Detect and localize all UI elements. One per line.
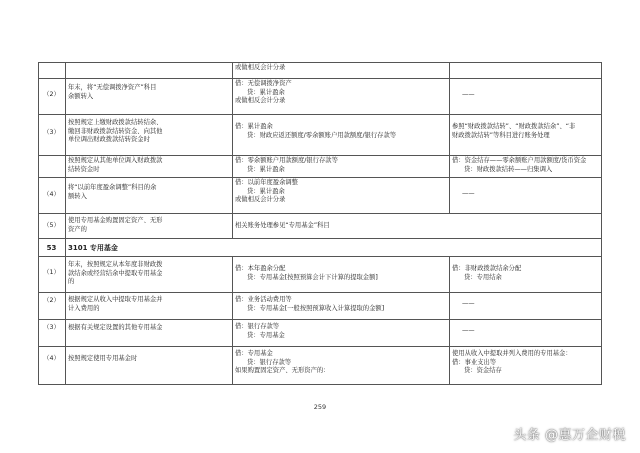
row-number: （3） bbox=[43, 129, 60, 136]
row-description: 年末，将“无偿调拨净资产”科目 余额转入 bbox=[68, 84, 157, 100]
row-number: （5） bbox=[43, 222, 60, 229]
financial-entry: 借：本年盈余分配 贷：专用基金[按照预算会计下计算的提取金额] bbox=[235, 265, 378, 281]
budget-entry: 借：非财政拨款结余分配 贷：专用结余 bbox=[452, 265, 522, 281]
row-description: 根据有关规定设置的其他专用基金 bbox=[68, 324, 163, 331]
row-description: 按照规定从其他单位调入财政拨款 结转资金时 bbox=[68, 157, 163, 173]
row-number bbox=[38, 63, 65, 79]
row-number: （4） bbox=[43, 355, 60, 362]
financial-entry: 借：零余额账户用款额度/银行存款等 贷：累计盈余 bbox=[235, 157, 338, 173]
budget-entry: 使用从收入中提取并列入费用的专用基金： 借：事业支出等 贷：资金结存 bbox=[452, 350, 572, 375]
row-number: （3） bbox=[43, 324, 60, 331]
budget-entry: —— bbox=[462, 327, 475, 334]
budget-entry: —— bbox=[462, 91, 475, 98]
budget-entry bbox=[449, 63, 602, 79]
watermark: 头条 @惠万企财税 bbox=[513, 428, 626, 443]
row-number: （4） bbox=[43, 191, 60, 198]
row-number: （2） bbox=[43, 297, 60, 304]
budget-entry: —— bbox=[462, 190, 475, 197]
table-row bbox=[38, 62, 602, 79]
table-row bbox=[38, 114, 602, 156]
financial-entry: 借：无偿调拨净资产 贷：累计盈余 或做相反会计分录 bbox=[235, 80, 292, 105]
financial-entry: 借：累计盈余 贷：财政应返还额度/零余额账户用款额度/银行存款等 bbox=[235, 123, 397, 139]
financial-entry: 或做相反会计分录 bbox=[235, 64, 286, 71]
budget-entry: 参照“财政拨款结转”、“财政拨款结余”、“非 财政拨款结转”等科目进行账务处理 bbox=[452, 123, 576, 139]
budget-entry: 借：资金结存——零余额账户用款额度/货币资金 贷：财政拨款结转——归集调入 bbox=[452, 157, 587, 173]
row-description bbox=[65, 63, 232, 79]
table-row bbox=[38, 155, 602, 178]
table-row bbox=[38, 292, 602, 320]
table-row bbox=[38, 346, 602, 385]
table-row bbox=[38, 78, 602, 115]
row-number bbox=[38, 156, 65, 178]
row-description: 根据规定从收入中提取专用基金并 计入费用的 bbox=[68, 296, 163, 312]
section-number: 53 bbox=[46, 244, 57, 252]
row-description: 使用专用基金购置固定资产、无形 资产的 bbox=[68, 217, 163, 233]
row-number: （2） bbox=[43, 91, 60, 98]
table-row bbox=[38, 238, 602, 257]
row-number: （1） bbox=[43, 269, 60, 276]
row-description: 按照规定上缴财政拨款结转结余、 缴回非财政拨款结转资金、向其他 单位调出财政拨款结转资金时 bbox=[68, 119, 163, 144]
table-row bbox=[38, 256, 602, 293]
row-description: 按照规定使用专用基金时 bbox=[68, 355, 138, 362]
financial-entry: 借：专用基金 贷：银行存款等 如果购置固定资产、无形资产的： bbox=[235, 350, 330, 375]
row-description: 将“以前年度盈余调整”科目的余 额转入 bbox=[68, 184, 157, 200]
financial-entry: 借：业务活动费用等 贷：专用基金[一般按照预算收入计算提取的金额] bbox=[235, 296, 385, 312]
budget-entry: —— bbox=[462, 300, 475, 307]
table-row bbox=[38, 213, 602, 239]
financial-entry: 借：以前年度盈余调整 贷：累计盈余 或做相反会计分录 bbox=[235, 179, 298, 204]
row-description: 年末，按照规定从本年度非财政拨 款结余或经营结余中提取专用基金 的 bbox=[68, 261, 163, 286]
section-title: 3101 专用基金 bbox=[68, 244, 118, 252]
table-row bbox=[38, 177, 602, 214]
financial-entry: 相关账务处理参见“专用基金”科目 bbox=[235, 222, 330, 229]
financial-entry: 借：银行存款等 贷：专用基金 bbox=[235, 323, 285, 339]
table-row bbox=[38, 319, 602, 347]
page-number: 259 bbox=[313, 403, 327, 411]
